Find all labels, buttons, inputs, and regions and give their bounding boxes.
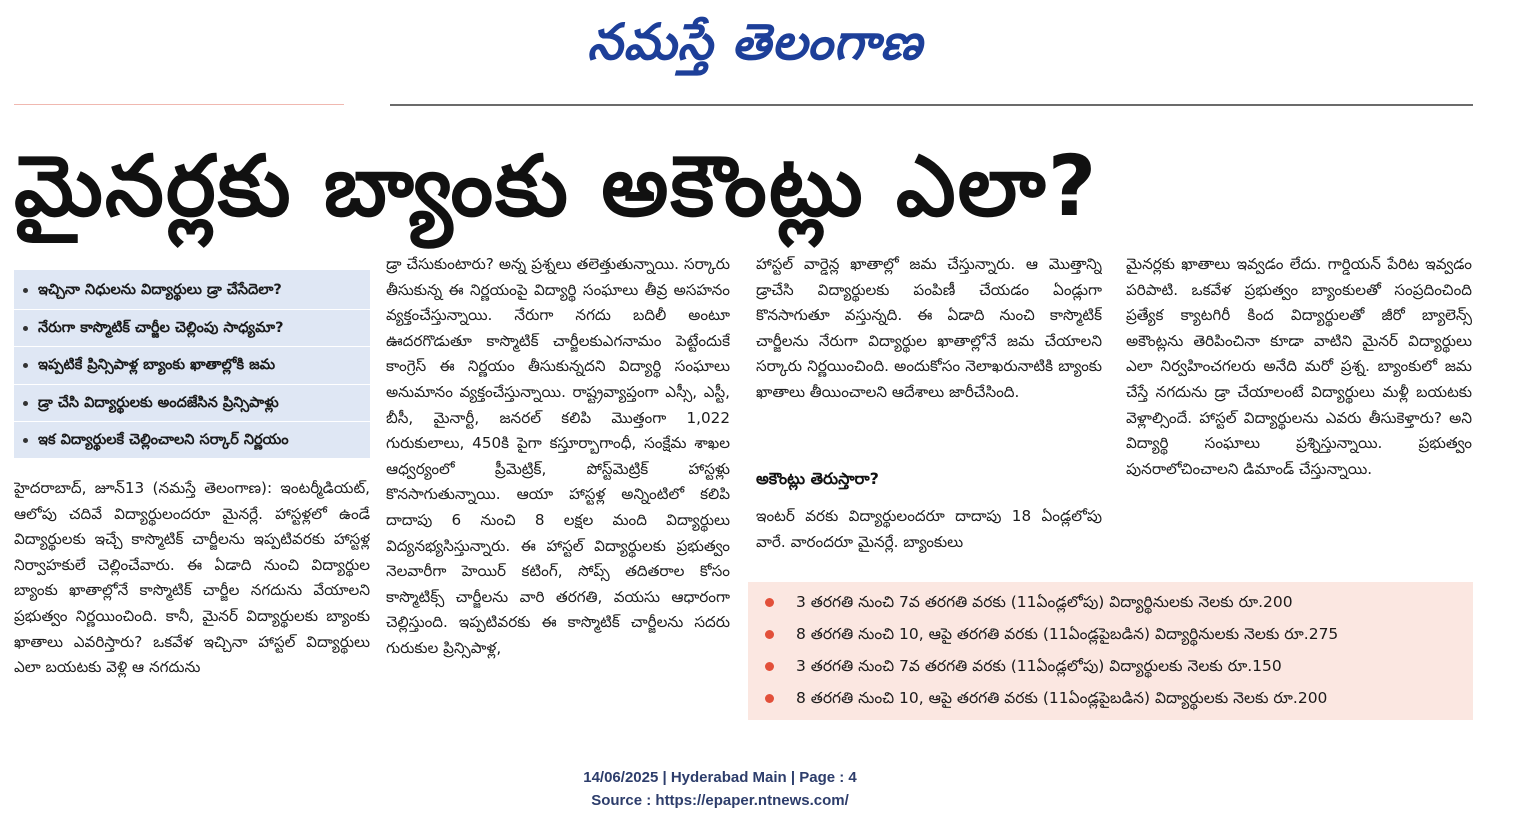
highlight-item <box>14 385 370 423</box>
bullet-icon <box>765 662 774 671</box>
charge-rate-text: 8 తరగతి నుంచి 10, ఆపై తరగతి వరకు (11ఏండ్లపైబడిన) విద్యార్థులకు నెలకు రూ.200 <box>796 689 1328 707</box>
highlights-box <box>14 270 370 458</box>
article-headline: మైనర్లకు బ్యాంకు అకౌంట్లు ఎలా? <box>14 137 1099 235</box>
article-column-3-continued <box>756 504 1102 560</box>
charge-rate-text: 3 తరగతి నుంచి 7వ తరగతి వరకు (11ఏండ్లలోపు) విద్యార్థులకు నెలకు రూ.150 <box>796 657 1282 675</box>
charges-info-box <box>748 582 1473 720</box>
charge-rate-item <box>748 586 1473 618</box>
bullet-icon <box>765 598 774 607</box>
edition-info: 14/06/2025 | Hyderabad Main | Page : 4 <box>583 769 857 786</box>
highlight-item <box>14 310 370 348</box>
bullet-icon <box>23 438 28 443</box>
article-paragraph: ఇంటర్ వరకు విద్యార్థులందరూ దాదాపు 18 ఏండ్లలోపు వారే. వారందరూ మైనర్లే. బ్యాంకులు <box>756 507 1102 551</box>
bullet-icon <box>23 363 28 368</box>
newspaper-masthead: నమస్తే తెలంగాణ <box>587 13 923 71</box>
article-column-1 <box>14 476 370 748</box>
charge-rate-item <box>748 650 1473 682</box>
article-paragraph: డ్రా చేసుకుంటారు? అన్న ప్రశ్నలు తలెత్తుతున్నాయి. సర్కారు తీసుకున్న ఈ నిర్ణయంపై విద్యార్థి సంఘాలు తీవ్ర అసహనం వ్యక్తంచేస్తున్నాయి. నేరుగా నగదు బదిలీ అంటూ ఊదరగొడుతూ కాస్మొటిక్ చార్జీలకుఎగనామం పెట్టేందుకే కాంగ్రెస్ ఈ నిర్ణయం తీసుకున్నదని విద్యార్థి సంఘాలు అనుమానం వ్యక్తంచేస్తున్నాయి. రాష్ట్రవ్యాప్తంగా ఎస్సీ, ఎస్టీ, బీసీ, మైనార్టీ, జనరల్ కలిపి మొత్తంగా 1,022 గురుకులాలు, 450కి పైగా కస్తూర్బాగాంధీ, సంక్షేమ శాఖల ఆధ్వర్యంలో ప్రీమెట్రిక్, పోస్ట్‌మెట్రిక్ హాస్టళ్లు కొనసాగుతున్నాయి. ఆయా హాస్టళ్ల అన్నింటిలో కలిపి దాదాపు 6 నుంచి 8 లక్షల మంది విద్యార్థులు విద్యనభ్యసిస్తున్నారు. ఈ హాస్టల్ విద్యార్థులకు ప్రభుత్వం నెలవారీగా హెయిర్ కటింగ్, సోప్స్ తదితరాల కోసం కాస్మొటిక్స్ చార్జీలను వారి తరగతి, వయసు ఆధారంగా చెల్లిస్తుంది. ఇప్పటివరకు ఈ కాస్మొటిక్ చార్జీలను సదరు గురుకుల ప్రిన్సిపాళ్ల, <box>386 255 730 657</box>
highlight-item <box>14 347 370 385</box>
page-footer <box>420 766 1020 812</box>
charge-rate-item <box>748 682 1473 714</box>
bullet-icon <box>23 326 28 331</box>
highlight-text: ఇక విద్యార్థులకే చెల్లించాలని సర్కార్ నిర్ణయం <box>38 432 289 448</box>
highlight-text: ఇచ్చినా నిధులను విద్యార్థులు డ్రా చేసేదెలా? <box>38 282 282 298</box>
article-paragraph: హాస్టల్ వార్డెన్ల ఖాతాల్లో జమ చేస్తున్నారు. ఆ మొత్తాన్ని డ్రాచేసి విద్యార్థులకు పంపిణీ చేయడం ఏండ్లుగా కొనసాగుతూ వస్తున్నది. ఈ ఏడాది నుంచి కాస్మొటిక్ చార్జీలను నేరుగా విద్యార్థుల ఖాతాల్లోనే జమ చేయాలని సర్కారు నిర్ణయించింది. అందుకోసం నెలాఖరునాటికి బ్యాంకు ఖాతాలు తీయించాలని ఆదేశాలు జారీచేసింది. <box>756 255 1102 401</box>
charge-rate-item <box>748 618 1473 650</box>
bullet-icon <box>765 630 774 639</box>
bullet-icon <box>23 288 28 293</box>
charge-rate-text: 8 తరగతి నుంచి 10, ఆపై తరగతి వరకు (11ఏండ్లపైబడిన) విద్యార్థినులకు నెలకు రూ.275 <box>796 625 1339 643</box>
top-divider-left <box>14 104 344 105</box>
article-paragraph: హైదరాబాద్, జూన్13 (నమస్తే తెలంగాణ): ఇంటర్మీడియట్, ఆలోపు చదివే విద్యార్థులందరూ మైనర్లే. హాస్టళ్లలో ఉండే విద్యార్థులకు ఇచ్చే కాస్మొటిక్ చార్జీలను ఇప్పటివరకు హాస్టళ్ల నిర్వాహకులే చెల్లించేవారు. ఈ ఏడాది నుంచి విద్యార్థుల బ్యాంకు ఖాతాల్లోనే కాస్మొటిక్ చార్జీల నగదును వేయాలని ప్రభుత్వం నిర్ణయించింది. కానీ, మైనర్ విద్యార్థులకు బ్యాంకు ఖాతాలు ఎవరిస్తారు? ఒకవేళ ఇచ్చినా హాస్టల్ విద్యార్థులు ఎలా బయటకు వెళ్లి ఆ నగదును <box>14 479 370 677</box>
highlight-item <box>14 422 370 460</box>
highlight-text: డ్రా చేసి విద్యార్థులకు అందజేసిన ప్రిన్సిపాళ్లు <box>38 394 279 411</box>
highlight-text: ఇప్పటికే ప్రిన్సిపాళ్ల బ్యాంకు ఖాతాల్లోకి జమ <box>38 357 276 373</box>
article-column-2 <box>386 252 730 722</box>
source-link[interactable]: Source : https://epaper.ntnews.com/ <box>591 792 849 809</box>
bullet-icon <box>23 401 28 406</box>
article-column-4 <box>1126 252 1472 562</box>
highlight-item <box>14 272 370 310</box>
article-column-3 <box>756 252 1102 452</box>
article-subheading: అకౌంట్లు తెరుస్తారా? <box>756 469 879 488</box>
top-divider-right <box>390 104 1473 106</box>
highlight-text: నేరుగా కాస్మొటిక్ చార్జీల చెల్లింపు సాధ్యమా? <box>38 319 284 336</box>
charge-rate-text: 3 తరగతి నుంచి 7వ తరగతి వరకు (11ఏండ్లలోపు) విద్యార్థినులకు నెలకు రూ.200 <box>796 593 1293 611</box>
bullet-icon <box>765 694 774 703</box>
article-paragraph: మైనర్లకు ఖాతాలు ఇవ్వడం లేదు. గార్డియన్ పేరిట ఇవ్వడం పరిపాటి. ఒకవేళ ప్రభుత్వం బ్యాంకులతో సంప్రదించింది ప్రత్యేక క్యాటగిరీ కింద విద్యార్థులతో జీరో బ్యాలెన్స్ అకౌంట్లను తెరిపించినా కూడా వాటిని మైనర్ విద్యార్థులు ఎలా నిర్వహించగలరు అనేది మరో ప్రశ్న. బ్యాంకులో జమ చేస్తే నగదును డ్రా చేయాలంటే విద్యార్థులు మళ్లీ బయటకు వెళ్లాల్సిందే. హాస్టల్ విద్యార్థులను ఎవరు తీసుకెళ్తారు? అని విద్యార్థి సంఘాలు ప్రశ్నిస్తున్నాయి. ప్రభుత్వం పునరాలోచించాలని డిమాండ్ చేస్తున్నాయి. <box>1126 255 1472 478</box>
